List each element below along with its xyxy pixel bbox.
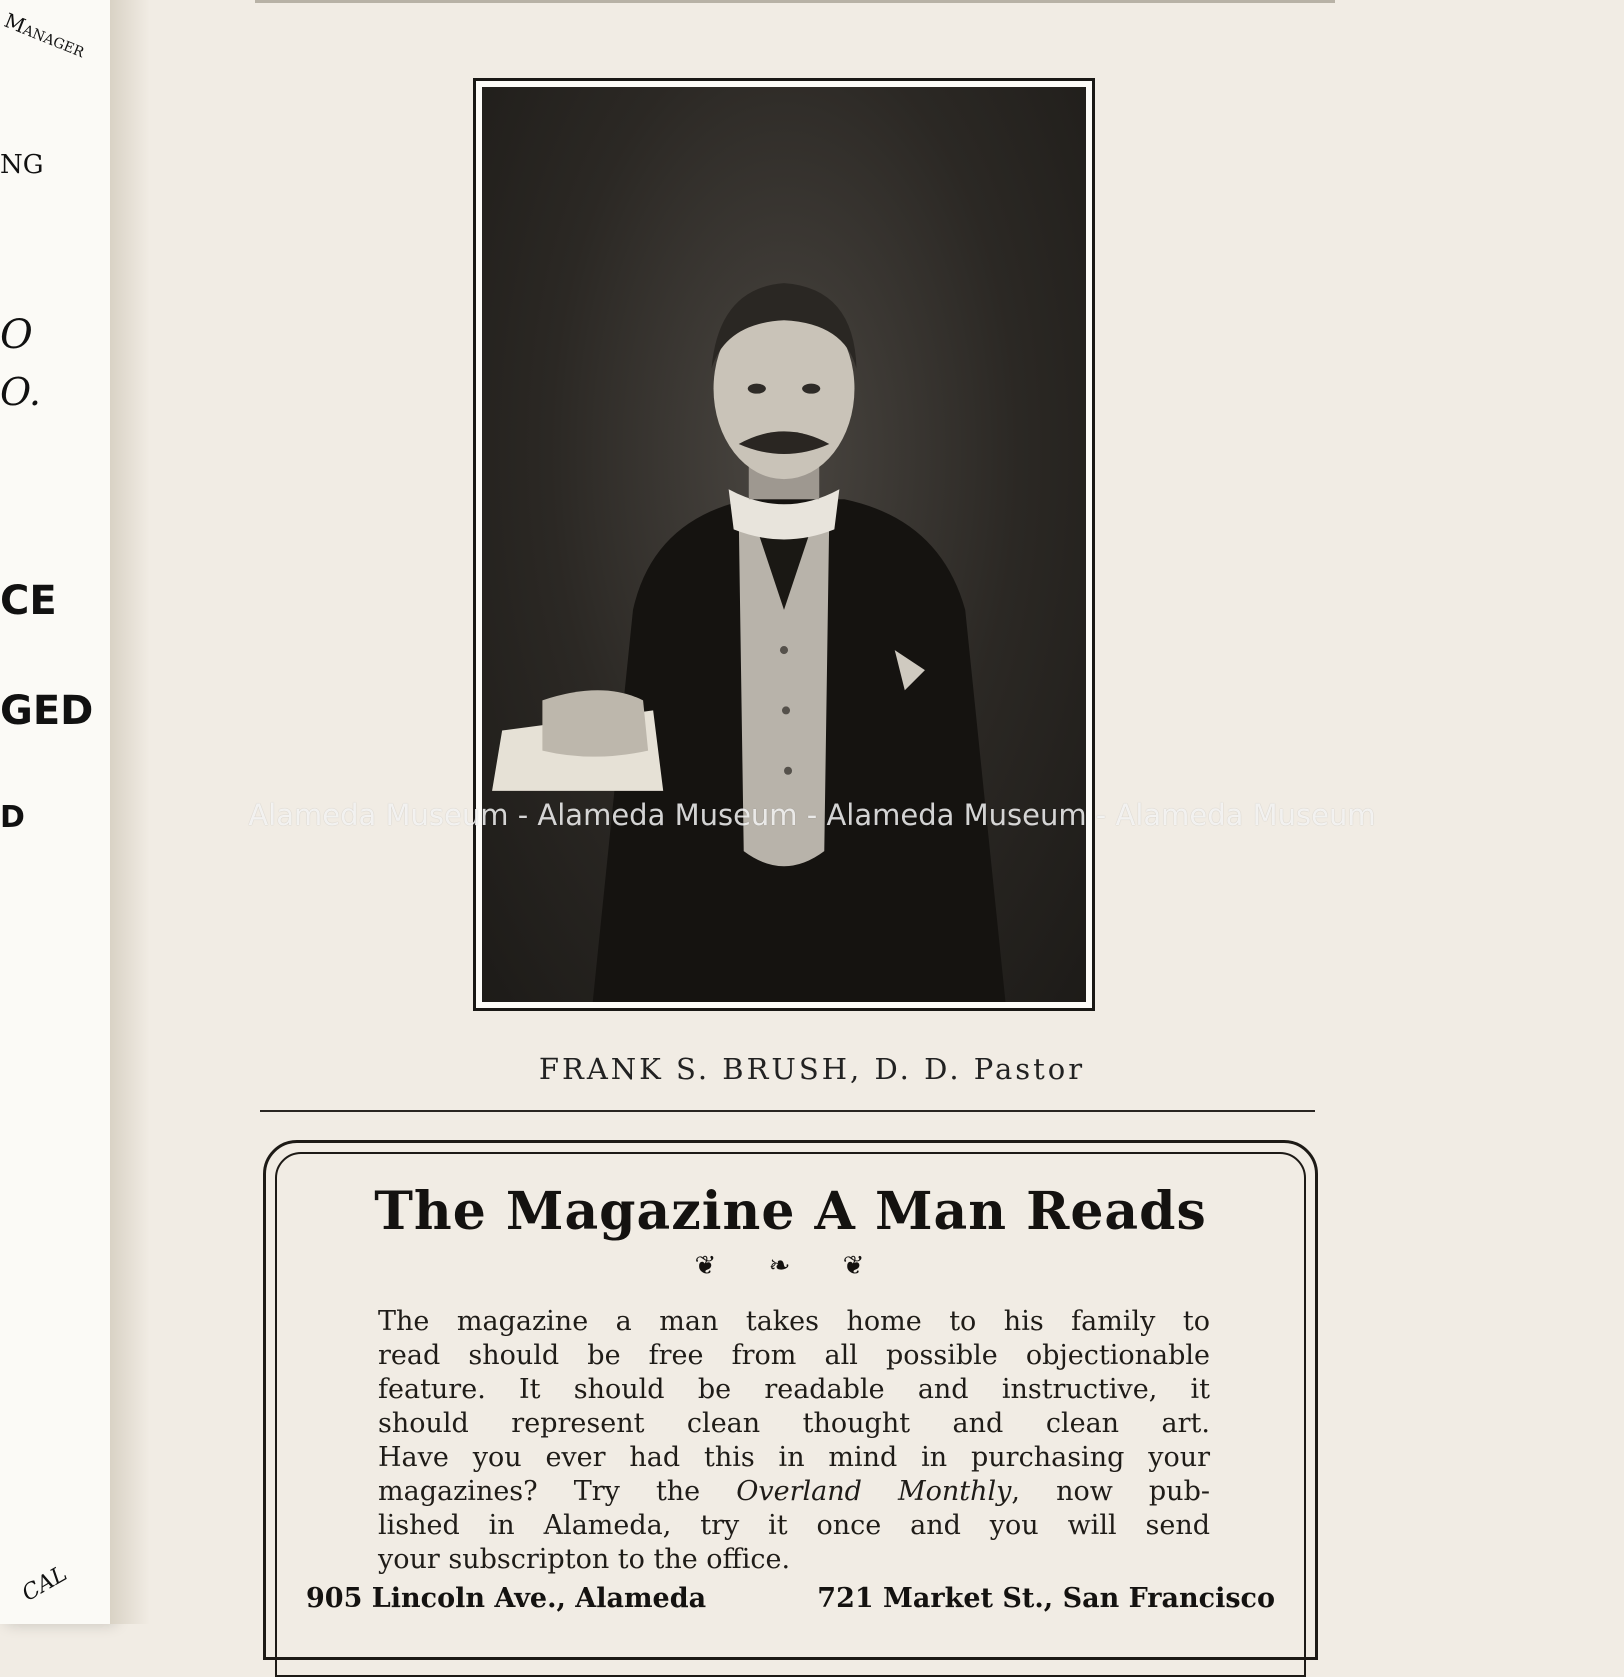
section-divider bbox=[260, 1110, 1315, 1112]
top-rule bbox=[255, 0, 1335, 3]
body-text: magazines? Try the bbox=[378, 1476, 701, 1507]
facing-page-text: CAL bbox=[18, 1561, 72, 1607]
facing-page-text: NG bbox=[0, 150, 44, 180]
body-text: , now pub- bbox=[1011, 1476, 1210, 1507]
portrait-figure bbox=[482, 87, 1086, 1002]
body-line: lished in Alameda, try it once and you will send bbox=[378, 1510, 1210, 1541]
watermark: Alameda Museum - Alameda Museum - Alameda Museum - Alameda Museum bbox=[248, 798, 1376, 832]
facing-page-text: CE bbox=[0, 578, 57, 624]
facing-page-text: D bbox=[0, 800, 25, 835]
facing-page-text: O. bbox=[0, 370, 42, 414]
facing-page-text: Manager bbox=[1, 8, 89, 63]
address-alameda: 905 Lincoln Ave., Alameda bbox=[306, 1583, 707, 1614]
advertisement-title: The Magazine A Man Reads bbox=[374, 1181, 1207, 1242]
portrait-photo bbox=[482, 87, 1086, 1002]
body-line: your subscripton to the office. bbox=[378, 1544, 791, 1575]
address-san-francisco: 721 Market St., San Francisco bbox=[817, 1583, 1275, 1614]
body-line: Have you ever had this in mind in purchasing your bbox=[378, 1442, 1210, 1473]
magazine-name: Overland Monthly bbox=[736, 1476, 1012, 1507]
facing-page-text: GED bbox=[0, 688, 94, 734]
body-line: should represent clean thought and clean art. bbox=[378, 1408, 1210, 1439]
portrait-frame bbox=[473, 78, 1095, 1011]
facing-page-text: O bbox=[0, 312, 33, 358]
advertisement-body bbox=[378, 1305, 1210, 1577]
advertisement-addresses bbox=[306, 1583, 1275, 1614]
ornament-icon: ❦ ❧ ❦ bbox=[694, 1251, 887, 1281]
body-line: The magazine a man takes home to his family to bbox=[378, 1306, 1210, 1337]
body-line: read should be free from all possible objectionable bbox=[378, 1340, 1210, 1371]
advertisement-box bbox=[263, 1140, 1318, 1660]
body-line bbox=[378, 1475, 1210, 1509]
portrait-caption: FRANK S. BRUSH, D. D. Pastor bbox=[538, 1052, 1086, 1086]
body-line: feature. It should be readable and instructive, it bbox=[378, 1374, 1210, 1405]
